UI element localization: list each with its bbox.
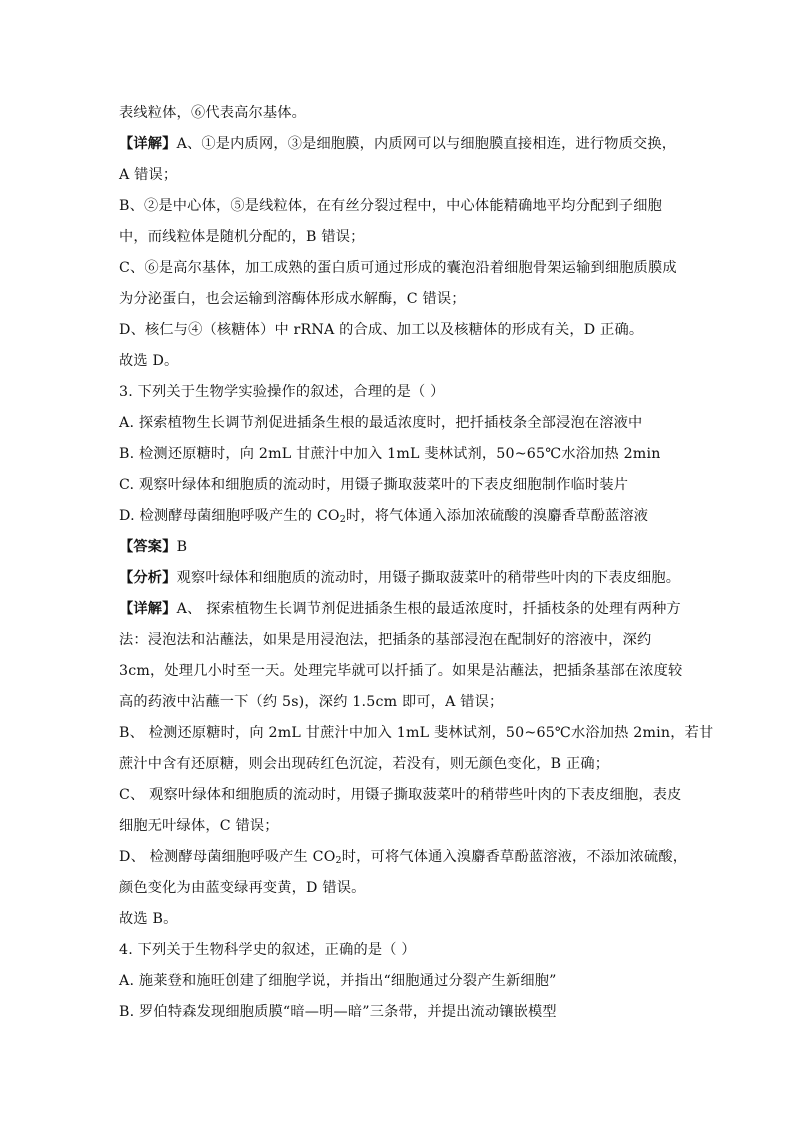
- text-line: 高的药液中沾蘸一下（约 5s)，深约 1.5cm 即可，A 错误；: [119, 694, 504, 710]
- analysis-line: 【分析】观察叶绿体和细胞质的流动时，用镊子撕取菠菜叶的稍带些叶肉的下表皮细胞。: [119, 570, 681, 586]
- option-b: B. 检测还原糖时，向 2mL 甘蔗汁中加入 1mL 斐林试剂，50~65℃水浴加热 2min: [119, 446, 661, 462]
- explanation-line: 【详解】A、 探索植物生长调节剂促进插条生根的最适浓度时，扦插枝条的处理有两种方: [119, 601, 681, 617]
- question-stem: 3. 下列关于生物学实验操作的叙述，合理的是（ ）: [119, 384, 445, 400]
- text-line: B、②是中心体，⑤是线粒体，在有丝分裂过程中，中心体能精确地平均分配到子细胞: [119, 198, 662, 214]
- text-line: 中，而线粒体是随机分配的，B 错误；: [119, 229, 365, 245]
- question-stem: 4. 下列关于生物科学史的叙述，正确的是（ ）: [119, 942, 416, 958]
- text-line: 为分泌蛋白，也会运输到溶酶体形成水解酶，C 错误；: [119, 291, 466, 307]
- text-line: C、 观察叶绿体和细胞质的流动时，用镊子撕取菠菜叶的稍带些叶肉的下表皮细胞，表皮: [119, 787, 682, 803]
- option-b: B. 罗伯特森发现细胞质膜“暗—明—暗”三条带，并提出流动镶嵌模型: [119, 1004, 557, 1020]
- text-line: 故选 D。: [119, 353, 179, 369]
- answer-line: 【答案】B: [119, 539, 188, 555]
- text-line: 表线粒体，⑥代表高尔基体。: [119, 105, 307, 121]
- section-marker: 【答案】: [119, 539, 177, 555]
- text-line: 【详解】A、①是内质网，③是细胞膜，内质网可以与细胞膜直接相连，进行物质交换，: [119, 136, 677, 152]
- text-line: A 错误；: [119, 167, 178, 183]
- option-a: A. 施莱登和施旺创建了细胞学说，并指出“细胞通过分裂产生新细胞”: [119, 973, 557, 989]
- text-line: D、核仁与④（核糖体）中 rRNA 的合成、加工以及核糖体的形成有关，D 正确。: [119, 322, 644, 338]
- text-line: 3cm，处理几小时至一天。处理完毕就可以扦插了。如果是沾蘸法，把插条基部在浓度较: [119, 663, 683, 679]
- text-line: D、 检测酵母菌细胞呼吸产生 $CO_2$时，可将气体通入溴麝香草酚蓝溶液，不添加浓硫酸，: [119, 849, 688, 866]
- text-line: 法：浸泡法和沾蘸法，如果是用浸泡法，把插条的基部浸泡在配制好的溶液中，深约: [119, 632, 652, 648]
- text-line: 故选 B。: [119, 911, 178, 927]
- section-marker: 【详解】: [119, 136, 177, 152]
- text-line: 颜色变化为由蓝变绿再变黄，D 错误。: [119, 880, 366, 896]
- text-line: 蔗汁中含有还原糖，则会出现砖红色沉淀，若没有，则无颜色变化，B 正确；: [119, 756, 610, 772]
- text-line: B、 检测还原糖时，向 2mL 甘蔗汁中加入 1mL 斐林试剂，50~65℃水浴加热 2min，若甘: [119, 725, 714, 741]
- text-line: C、⑥是高尔基体，加工成熟的蛋白质可通过形成的囊泡沿着细胞骨架运输到细胞质膜成: [119, 260, 677, 276]
- text-line: 细胞无叶绿体，C 错误；: [119, 818, 279, 834]
- option-c: C. 观察叶绿体和细胞质的流动时，用镊子撕取菠菜叶的下表皮细胞制作临时装片: [119, 477, 629, 493]
- section-marker: 【详解】: [119, 601, 177, 617]
- option-a: A. 探索植物生长调节剂促进插条生根的最适浓度时，把扦插枝条全部浸泡在溶液中: [119, 415, 643, 431]
- section-marker: 【分析】: [119, 570, 177, 586]
- option-d: D. 检测酵母菌细胞呼吸产生的 $CO_2$时，将气体通入添加浓硫酸的溴麝香草酚蓝溶液: [119, 508, 649, 525]
